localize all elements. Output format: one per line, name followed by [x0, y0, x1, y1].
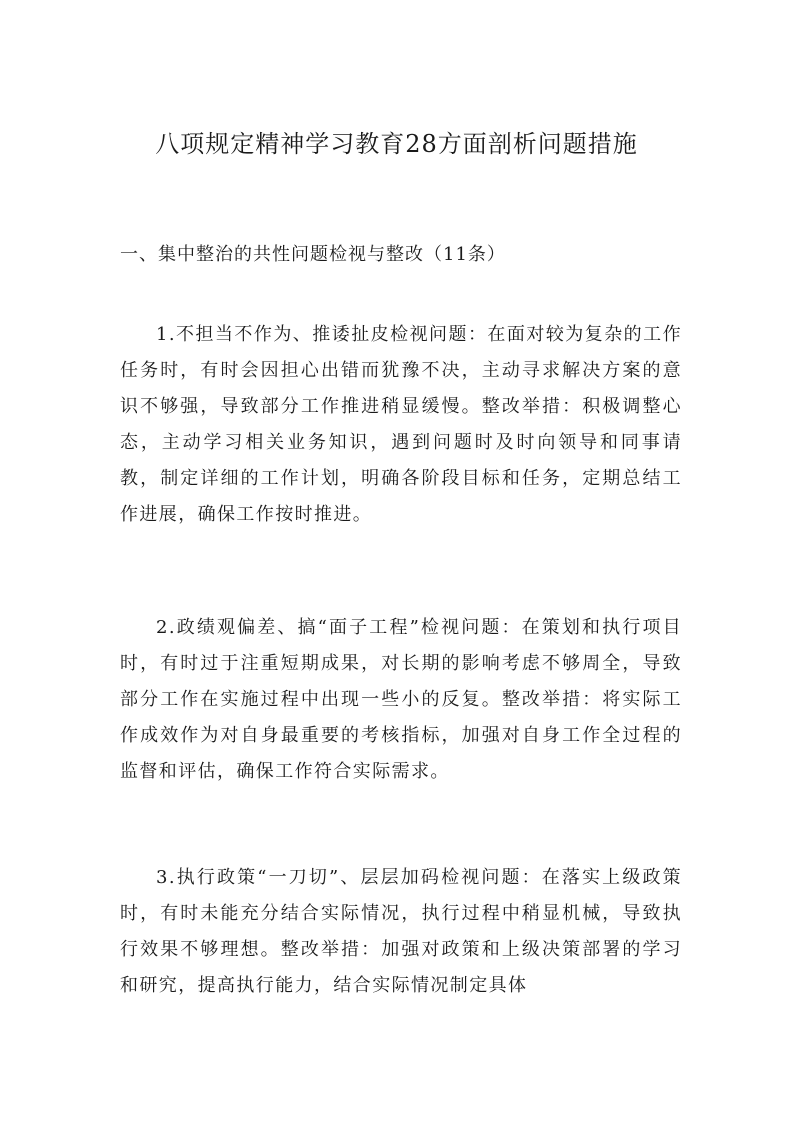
- paragraph-item-3: 3.执行政策“一刀切”、层层加码检视问题：在落实上级政策时，有时未能充分结合实际情况，执行过程中稍显机械，导致执行效果不够理想。整改举措：加强对政策和上级决策部署的学习和研究，提高执行能力，结合实际情况制定具体: [120, 867, 682, 996]
- section-heading: 一、集中整治的共性问题检视与整改（11条）: [120, 244, 506, 265]
- paragraph-item-1: 1.不担当不作为、推诿扯皮检视问题：在面对较为复杂的工作任务时，有时会因担心出错而犹豫不决，主动寻求解决方案的意识不够强，导致部分工作推进稍显缓慢。整改举措：积极调整心态，主动学习相关业务知识，遇到问题时及时向领导和同事请教，制定详细的工作计划，明确各阶段目标和任务，定期总结工作进展，确保工作按时推进。: [120, 324, 682, 525]
- document-title: 八项规定精神学习教育28方面剖析问题措施: [155, 130, 638, 158]
- paragraph-item-2: 2.政绩观偏差、搞“面子工程”检视问题：在策划和执行项目时，有时过于注重短期成果，对长期的影响考虑不够周全，导致部分工作在实施过程中出现一些小的反复。整改举措：将实际工作成效作为对自身最重要的考核指标，加强对自身工作全过程的监督和评估，确保工作符合实际需求。: [120, 617, 682, 782]
